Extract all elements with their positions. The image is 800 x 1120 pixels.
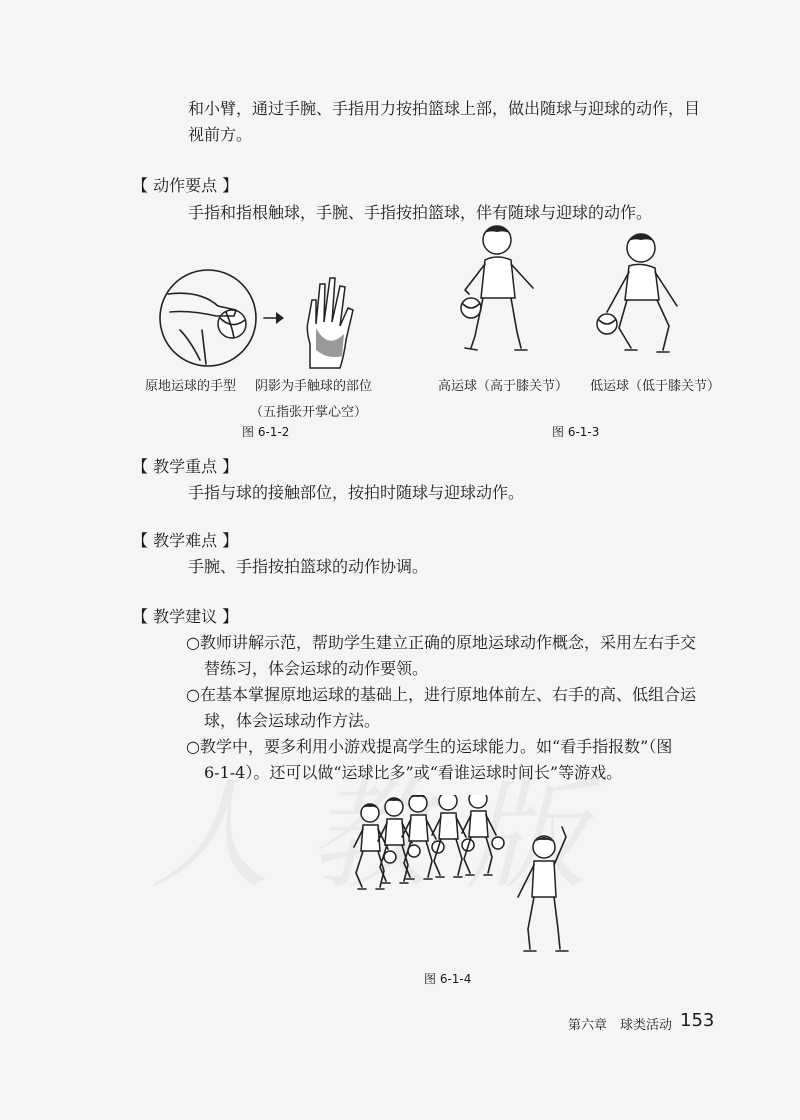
suggestion-3-line-1: ○教学中，要多利用小游戏提高学生的运球能力。如“看手指报数”（图 xyxy=(186,737,673,756)
key-points-heading: 【 动作要点 】 xyxy=(132,176,239,195)
low-dribble-figure xyxy=(597,234,677,352)
suggestion-1-line-1: ○教师讲解示范，帮助学生建立正确的原地运球动作概念，采用左右手交 xyxy=(186,633,696,652)
footer-chapter: 第六章 球类活动 xyxy=(568,1018,673,1033)
focus-text: 手指与球的接触部位，按拍时随球与迎球动作。 xyxy=(188,483,525,502)
fig3-caption-left: 高运球（高于膝关节） xyxy=(438,379,569,394)
leader-child xyxy=(518,827,568,951)
key-points-text: 手指和指根触球，手腕、手指按拍篮球，伴有随球与迎球的动作。 xyxy=(188,203,653,222)
fig4-label: 图 6-1-4 xyxy=(424,972,472,986)
suggestion-2-line-2: 球，体会运球动作方法。 xyxy=(204,711,381,730)
fig2-caption-right: 阴影为手触球的部位 xyxy=(255,379,373,394)
difficulty-heading: 【 教学难点 】 xyxy=(132,531,239,550)
high-low-dribble-illustration xyxy=(445,220,705,370)
focus-heading: 【 教学重点 】 xyxy=(132,457,239,476)
dribble-hand-illustration xyxy=(150,260,390,380)
suggestion-2-line-1: ○在基本掌握原地运球的基础上，进行原地体前左、右手的高、低组合运 xyxy=(186,685,696,704)
dribbling-child xyxy=(354,804,396,889)
high-dribble-figure xyxy=(461,226,533,350)
figure-6-1-4 xyxy=(348,795,578,957)
intro-line-1: 和小臂，通过手腕、手指用力按拍篮球上部，做出随球与迎球的动作，目 xyxy=(188,99,701,118)
suggestions-heading: 【 教学建议 】 xyxy=(132,607,239,626)
fig3-caption-right: 低运球（低于膝关节） xyxy=(590,379,721,394)
fig2-label: 图 6-1-2 xyxy=(242,425,290,439)
page-number: 153 xyxy=(680,1010,715,1031)
finger-count-game-illustration xyxy=(348,795,578,957)
difficulty-text: 手腕、手指按拍篮球的动作协调。 xyxy=(188,557,429,576)
intro-line-2: 视前方。 xyxy=(188,125,253,144)
suggestion-1-line-2: 替练习，体会运球的动作要领。 xyxy=(204,659,429,678)
fig2-caption-left: 原地运球的手型 xyxy=(145,379,237,394)
figure-6-1-2 xyxy=(150,260,390,380)
suggestion-3-line-2: 6-1-4）。还可以做“运球比多”或“看谁运球时间长”等游戏。 xyxy=(204,763,623,782)
fig2-caption-right-sub: （五指张开掌心空） xyxy=(250,405,368,420)
figure-6-1-3 xyxy=(445,220,705,370)
fig3-label: 图 6-1-3 xyxy=(552,425,600,439)
